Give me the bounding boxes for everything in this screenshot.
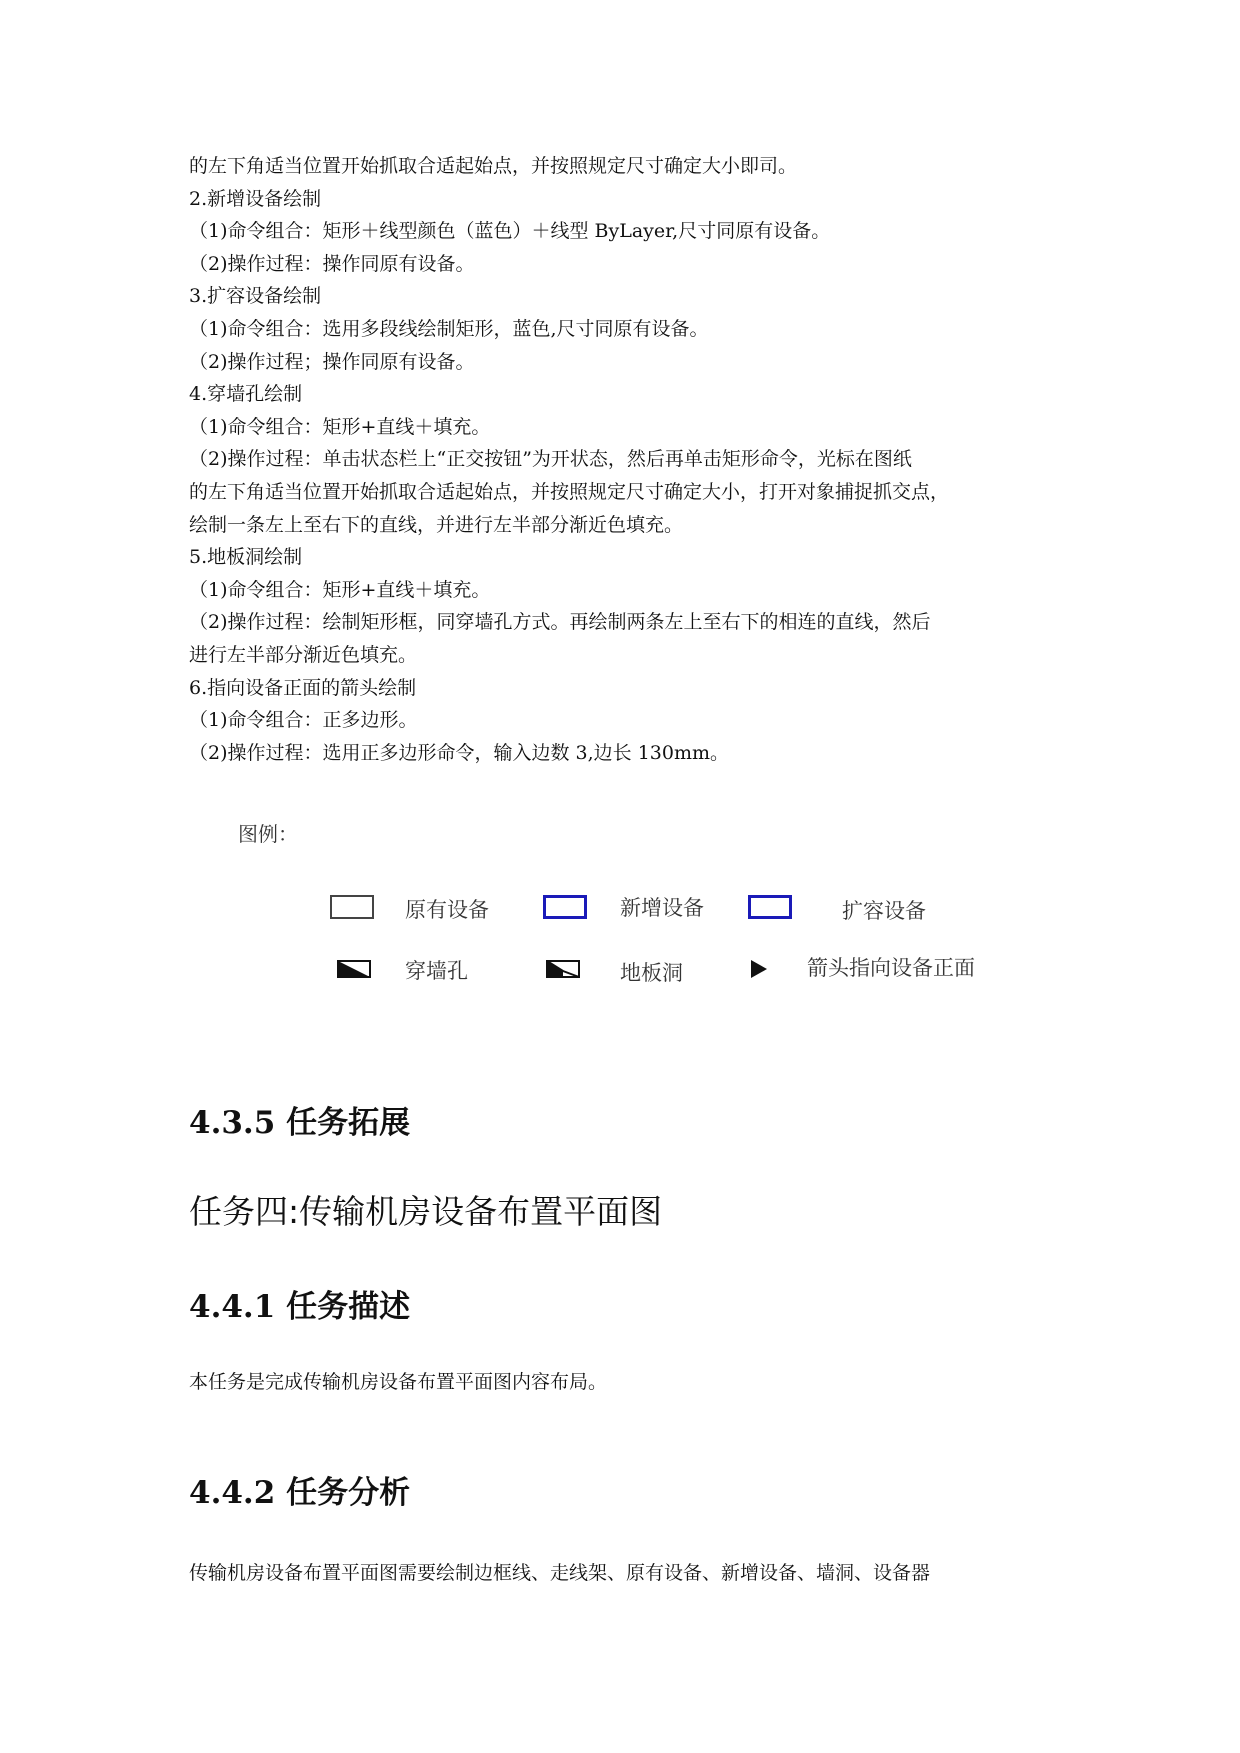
text-line: （2)操作过程；操作同原有设备。 <box>189 350 475 373</box>
expansion-equipment-icon <box>748 895 792 919</box>
legend-label-floor-hole: 地板洞 <box>620 961 683 985</box>
procedure-text <box>189 150 1069 769</box>
section-heading: 4.4.1 任务描述 <box>189 1289 411 1325</box>
new-equipment-icon <box>543 895 587 919</box>
original-equipment-icon <box>330 895 374 919</box>
text-line: （2)操作过程：操作同原有设备。 <box>189 252 475 275</box>
text-line: （1)命令组合：正多边形。 <box>189 709 418 732</box>
text-line: （1)命令组合：矩形＋线型颜色（蓝色）＋线型 ByLayer,尺寸同原有设备。 <box>189 220 831 243</box>
arrow-triangle-icon <box>750 959 768 979</box>
text-line: （2)操作过程：绘制矩形框，同穿墙孔方式。再绘制两条左上至右下的相连的直线，然后 <box>189 611 931 634</box>
text-line: 的左下角适当位置开始抓取合适起始点，并按照规定尺寸确定大小即司。 <box>189 155 798 177</box>
legend-figure <box>230 818 1030 998</box>
text-line: 进行左半部分渐近色填充。 <box>189 643 418 666</box>
section-heading: 4.3.5 任务拓展 <box>189 1105 411 1141</box>
legend-label-original: 原有设备 <box>405 898 489 922</box>
text-line: 的左下角适当位置开始抓取合适起始点，并按照规定尺寸确定大小，打开对象捕捉抓交点， <box>189 480 950 503</box>
task-title: 任务四:传输机房设备布置平面图 <box>189 1192 663 1231</box>
text-line: 绘制一条左上至右下的直线，并进行左半部分渐近色填充。 <box>189 513 684 536</box>
legend-label-new: 新增设备 <box>620 896 704 920</box>
legend-label-arrow: 箭头指向设备正面 <box>807 956 975 980</box>
text-line: 5.地板洞绘制 <box>189 546 303 569</box>
text-line: 6.指向设备正面的箭头绘制 <box>189 676 417 699</box>
text-line: （2)操作过程：选用正多边形命令，输入边数 3,边长 130mm。 <box>189 741 730 764</box>
floor-hole-icon <box>546 960 580 978</box>
description-paragraph: 本任务是完成传输机房设备布置平面图内容布局。 <box>189 1371 608 1393</box>
text-line: （1)命令组合：矩形+直线＋填充。 <box>189 578 491 601</box>
text-line: 3.扩容设备绘制 <box>189 285 322 308</box>
text-line: （2)操作过程：单击状态栏上“正交按钮”为开状态，然后再单击矩形命令，光标在图纸 <box>189 448 912 471</box>
section-heading: 4.4.2 任务分析 <box>189 1475 411 1511</box>
wall-hole-icon <box>337 960 371 978</box>
analysis-paragraph: 传输机房设备布置平面图需要绘制边框线、走线架、原有设备、新增设备、墙洞、设备器 <box>189 1562 931 1584</box>
text-line: 4.穿墙孔绘制 <box>189 383 303 406</box>
legend-label-wall-hole: 穿墙孔 <box>405 959 468 983</box>
text-line: 2.新增设备绘制 <box>189 187 322 210</box>
legend-label-expansion: 扩容设备 <box>842 899 926 923</box>
text-line: （1)命令组合：选用多段线绘制矩形，蓝色,尺寸同原有设备。 <box>189 317 709 340</box>
legend-title: 图例： <box>238 822 298 846</box>
text-line: （1)命令组合：矩形+直线＋填充。 <box>189 415 491 438</box>
